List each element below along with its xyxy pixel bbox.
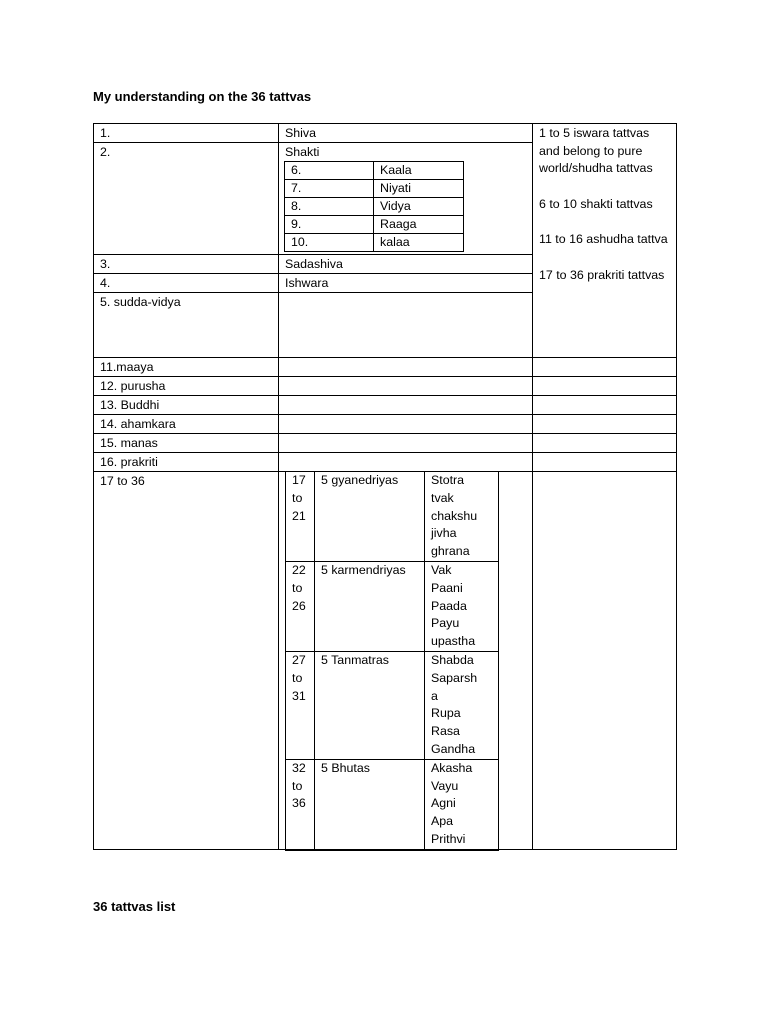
sub-name: Niyati	[374, 180, 464, 198]
group-row	[286, 652, 499, 760]
group-name: 5 Tanmatras	[315, 652, 425, 760]
empty-cell	[279, 415, 533, 434]
empty-cell	[279, 434, 533, 453]
row-label: 11.maaya	[94, 358, 279, 377]
table-row	[94, 396, 677, 415]
shakti-cell	[279, 143, 533, 255]
row-name: Sadashiva	[279, 255, 533, 274]
group-name: 5 karmendriyas	[315, 562, 425, 652]
group-range: 32 to 36	[286, 759, 315, 849]
tattvas-table	[93, 123, 677, 850]
row-name: Shiva	[279, 124, 533, 143]
groups-table	[285, 471, 499, 851]
sub-number: 10.	[285, 234, 374, 252]
table-row	[94, 377, 677, 396]
group-range: 22 to 26	[286, 562, 315, 652]
row-label: 1.	[94, 124, 279, 143]
groups-cell	[279, 472, 533, 850]
row-label: 15. manas	[94, 434, 279, 453]
group-range: 17 to 21	[286, 472, 315, 562]
empty-cell	[533, 453, 677, 472]
sub-name: Kaala	[374, 162, 464, 180]
shakti-subtable	[284, 161, 464, 252]
subtable-row	[285, 234, 464, 252]
group-row	[286, 472, 499, 562]
sub-name: kalaa	[374, 234, 464, 252]
table-row	[94, 124, 677, 143]
note: 11 to 16 ashudha tattva	[539, 232, 668, 247]
empty-cell	[533, 434, 677, 453]
sub-number: 6.	[285, 162, 374, 180]
empty-cell	[533, 396, 677, 415]
groups-block	[279, 472, 532, 848]
empty-cell	[279, 453, 533, 472]
row-label: 12. purusha	[94, 377, 279, 396]
table-row	[94, 415, 677, 434]
group-row	[286, 759, 499, 849]
group-items: Shabda Saparsh a Rupa Rasa Gandha	[425, 652, 499, 760]
row-label: 5. sudda-vidya	[94, 293, 279, 358]
empty-cell	[533, 358, 677, 377]
group-row	[286, 562, 499, 652]
group-items: Vak Paani Paada Payu upastha	[425, 562, 499, 652]
empty-cell	[533, 377, 677, 396]
empty-cell	[533, 472, 677, 850]
notes-cell	[533, 124, 677, 358]
row-name: Shakti	[285, 145, 320, 159]
table-row	[94, 434, 677, 453]
empty-cell	[279, 293, 533, 358]
table-row	[94, 358, 677, 377]
subtable-row	[285, 162, 464, 180]
group-items: Akasha Vayu Agni Apa Prithvi	[425, 759, 499, 849]
row-label: 17 to 36	[94, 472, 279, 850]
note: 1 to 5 iswara tattvas and belong to pure world/shudha tattvas	[539, 126, 653, 176]
sub-number: 7.	[285, 180, 374, 198]
sub-name: Raaga	[374, 216, 464, 234]
empty-cell	[279, 358, 533, 377]
subtable-row	[285, 198, 464, 216]
group-name: 5 gyanedriyas	[315, 472, 425, 562]
group-name: 5 Bhutas	[315, 759, 425, 849]
sub-number: 9.	[285, 216, 374, 234]
note: 17 to 36 prakriti tattvas	[539, 267, 665, 282]
row-label: 14. ahamkara	[94, 415, 279, 434]
empty-cell	[533, 415, 677, 434]
row-label: 13. Buddhi	[94, 396, 279, 415]
row-label: 2.	[94, 143, 279, 255]
sub-number: 8.	[285, 198, 374, 216]
group-items: Stotra tvak chakshu jivha ghrana	[425, 472, 499, 562]
sub-name: Vidya	[374, 198, 464, 216]
note: 6 to 10 shakti tattvas	[539, 196, 653, 211]
section-heading: 36 tattvas list	[93, 899, 176, 914]
row-label: 3.	[94, 255, 279, 274]
group-range: 27 to 31	[286, 652, 315, 760]
table-row	[94, 453, 677, 472]
page-title: My understanding on the 36 tattvas	[93, 89, 312, 104]
subtable-row	[285, 180, 464, 198]
subtable-row	[285, 216, 464, 234]
row-name: Ishwara	[279, 274, 533, 293]
row-label: 4.	[94, 274, 279, 293]
table-row	[94, 472, 677, 850]
empty-cell	[279, 396, 533, 415]
row-label: 16. prakriti	[94, 453, 279, 472]
empty-cell	[279, 377, 533, 396]
